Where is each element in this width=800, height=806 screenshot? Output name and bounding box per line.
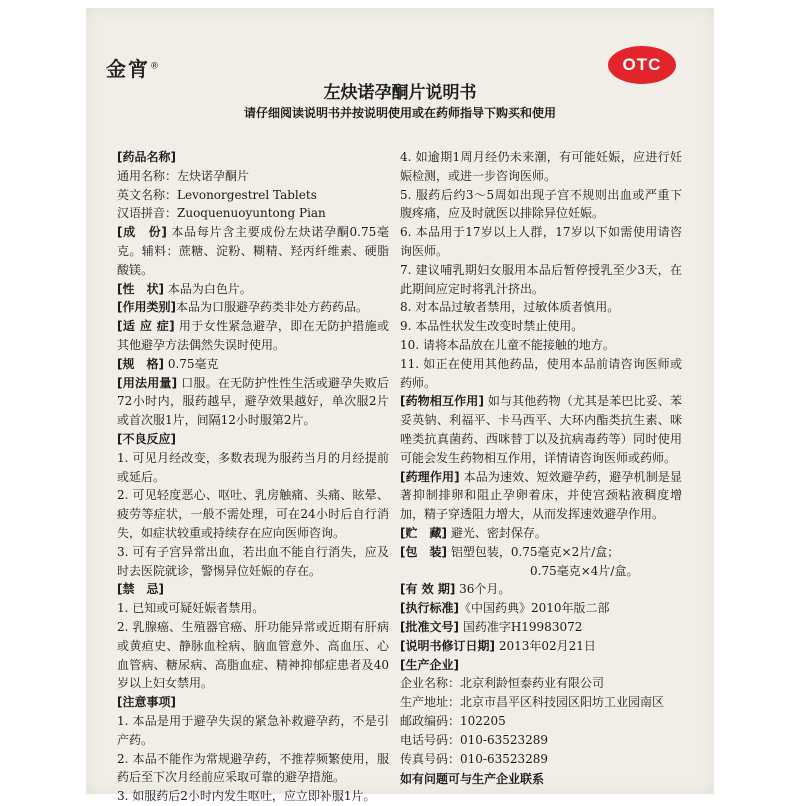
list-item: 2. 乳腺癌、生殖器官癌、肝功能异常或近期有肝病或黄疸史、静脉血栓病、脑血管意外、高血压、心血管病、糖尿病、高脂血症、精神抑郁症患者及40岁以上妇女禁用。 [117,619,389,691]
validity: [有 效 期] 36个月。 [400,582,511,597]
left-column [117,148,389,806]
packaging-line-2: 0.75毫克×4片/盒。 [530,563,639,578]
section-heading: [药品名称] [117,150,176,164]
list-item: 7. 建议哺乳期妇女服用本品后暂停授乳至少3天，在此期间应定时将乳汁挤出。 [400,262,682,296]
section-heading: [药理作用] [400,469,460,484]
revision-date: [说明书修订日期] 2013年02月21日 [400,638,596,653]
list-item: 8. 对本品过敏者禁用，过敏体质者慎用。 [400,300,620,315]
section-heading: [规 格] [117,356,164,371]
list-item: 2. 本品不能作为常规避孕药，不推荐频繁使用，服药后至下次月经前应采取可靠的避孕措施。 [117,751,389,785]
section-heading: [成 份] [117,225,167,240]
footer-note: 如有问题可与生产企业联系 [400,772,545,787]
fax-number: 传真号码：010-63523289 [400,751,549,766]
section-heading: [不良反应] [117,431,176,446]
list-item: 2. 可见轻度恶心、呕吐、乳房触痛、头痛、眩晕、疲劳等症状，一般不需处理，可在24小时后自行消失，如症状较重或持续存在应向医师咨询。 [117,488,389,540]
list-item: 1. 本品是用于避孕失误的紧急补救避孕药，不是引产药。 [117,713,389,747]
list-item: 5. 服药后约3～5周如出现子宫不规则出血或严重下腹疼痛，应及时就医以排除异位妊娠。 [400,187,682,221]
right-column [400,148,682,789]
section-heading: [用法用量] [117,375,178,390]
dosage: [用法用量] 口服。在无防护性性生活或避孕失败后72小时内，服药越早，避孕效果越好，单次服2片或首次服1片，间隔12小时服第2片。 [117,375,389,428]
postal-code: 邮政编码：102205 [400,713,506,728]
composition: [成 份] 本品每片含主要成份左炔诺孕酮0.75毫克。辅料：蔗糖、淀粉、糊精、羟丙纤维素、硬脂酸镁。 [117,225,389,277]
section-heading: [批准文号] [400,619,459,634]
section-heading: [适 应 症] [117,319,175,334]
list-item: 3. 如服药后2小时内发生呕吐，应立即补服1片。 [117,789,376,804]
common-name: 通用名称：左炔诺孕酮片 [117,168,250,183]
section-heading: [生产企业] [400,657,459,672]
section-heading: [说明书修订日期] [400,638,495,653]
list-item: 1. 已知或可疑妊娠者禁用。 [117,601,265,616]
list-item: 10. 请将本品放在儿童不能接触的地方。 [400,337,615,352]
document-subtitle: 请仔细阅读说明书并按说明使用或在药师指导下购买和使用 [243,106,556,120]
indications: [适 应 症] 用于女性紧急避孕，即在无防护措施或其他避孕方法偶然失误时使用。 [117,319,389,352]
section-heading: [包 装] [400,544,447,559]
otc-badge: OTC [608,46,676,84]
category: [作用类别]本品为口服避孕药类非处方药药品。 [117,300,368,315]
pharmacology: [药理作用] 本品为速效、短效避孕药，避孕机制是显著抑制排卵和阻止孕卵着床，并使宫颈粘液稠度增加，精子穿透阻力增大，从而发挥速效避孕作用。 [400,469,682,522]
list-item: 3. 可有子宫异常出血，若出血不能自行消失，应及时去医院就诊，警惕异位妊娠的存在。 [117,544,389,578]
brand-logo: 金宵® [106,57,161,81]
english-name: 英文名称：Levonorgestrel Tablets [117,187,317,202]
phone-number: 电话号码：010-63523289 [400,732,549,747]
drug-interactions: [药物相互作用] 如与其他药物（尤其是苯巴比妥、苯妥英钠、利福平、卡马西平、大环内酯类抗生素、咪唑类抗真菌药、西咪替丁以及抗病毒药等）同时使用可能会发生药物相互作用，详情请咨询医师或药师。 [400,394,682,465]
section-heading: [贮 藏] [400,525,447,540]
storage: [贮 藏] 避光、密封保存。 [400,525,547,540]
packaging: [包 装] 铝塑包装，0.75毫克×2片/盒； [400,544,620,559]
manufacturer-name: 企业名称：北京利龄恒泰药业有限公司 [400,676,605,691]
document-title: 左炔诺孕酮片说明书 [323,83,477,103]
list-item: 4. 如逾期1周月经仍未来潮，有可能妊娠，应进行妊娠检测，或进一步咨询医师。 [400,150,682,183]
characteristics: [性 状] 本品为白色片。 [117,281,252,296]
section-heading: [性 状] [117,281,164,296]
specification: [规 格] 0.75毫克 [117,356,219,371]
list-item: 6. 本品用于17岁以上人群，17岁以下如需使用请咨询医师。 [400,225,682,258]
section-heading: [注意事项] [117,695,176,710]
list-item: 11. 如正在使用其他药品，使用本品前请咨询医师或药师。 [400,356,682,390]
section-heading: [药物相互作用] [400,394,484,409]
section-heading: [有 效 期] [400,582,456,597]
standard: [执行标准]《中国药典》2010年版二部 [400,601,610,616]
section-heading: [执行标准] [400,601,459,616]
section-heading: [禁 忌] [117,582,164,597]
pinyin-name: 汉语拼音：Zuoquenuoyuntong Pian [117,206,326,221]
section-heading: [作用类别] [117,300,176,315]
manufacturer-address: 生产地址：北京市昌平区科技园区阳坊工业园南区 [400,695,665,710]
list-item: 9. 本品性状发生改变时禁止使用。 [400,319,584,334]
approval-number: [批准文号] 国药准字H19983072 [400,619,583,634]
list-item: 1. 可见月经改变，多数表现为服药当月的月经提前或延后。 [117,450,389,484]
